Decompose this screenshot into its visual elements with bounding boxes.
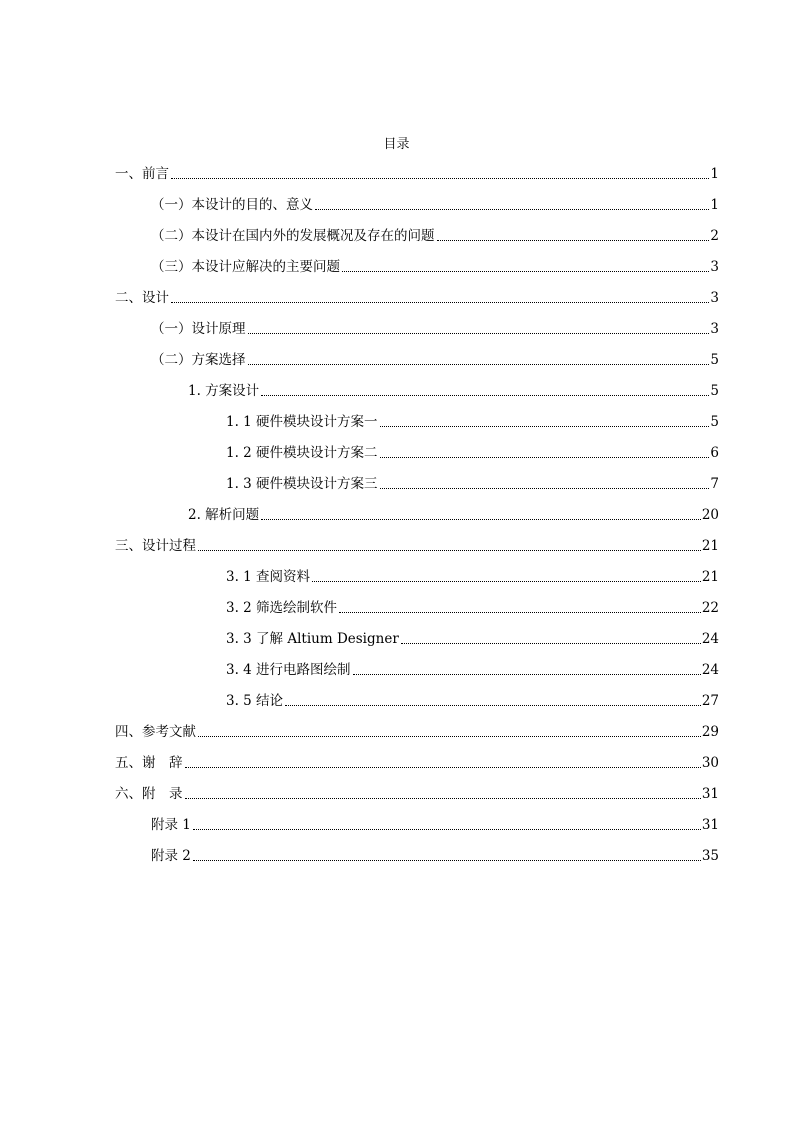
toc-entry-page: 6 [710,445,719,461]
toc-entry-label: 3. 4 进行电路图绘制 [226,662,351,678]
toc-entry[interactable] [115,534,719,556]
dot-leader [171,301,709,303]
toc-entry[interactable] [226,441,719,463]
dot-leader [380,487,710,489]
toc-entry-label: 1. 2 硬件模块设计方案二 [226,445,378,461]
toc-entry-label: 2. 解析问题 [188,507,260,523]
toc-entry[interactable] [151,193,719,215]
toc-entry[interactable] [188,379,719,401]
toc-entry[interactable] [151,255,719,277]
toc-entry-label: 3. 3 了解 Altium Designer [226,631,399,647]
toc-entry-page: 35 [701,848,719,864]
toc-entry-label: 附录 1 [151,817,191,833]
dot-leader [401,642,701,644]
dot-leader [315,208,709,210]
toc-entry-page: 20 [701,507,719,523]
toc-entry-page: 24 [701,631,719,647]
toc-title: 目录 [383,137,410,152]
dot-leader [193,859,701,861]
toc-entry-label: 一、前言 [115,166,169,182]
toc-entry[interactable] [151,317,719,339]
toc-entry[interactable] [115,751,719,773]
toc-entry[interactable] [226,410,719,432]
toc-entry-page: 22 [701,600,719,616]
toc-entry-page: 1 [710,166,719,182]
toc-entry[interactable] [115,720,719,742]
toc-entry-page: 27 [701,693,719,709]
toc-entry[interactable] [226,472,719,494]
toc-entry-page: 21 [701,569,719,585]
dot-leader [342,270,709,272]
toc-entry-page: 31 [701,817,719,833]
toc-entry[interactable] [115,162,719,184]
toc-entry[interactable] [188,503,719,525]
dot-leader [198,735,701,737]
toc-entry-page: 5 [710,414,719,430]
toc-entry[interactable] [226,689,719,711]
dot-leader [248,363,710,365]
dot-leader [261,518,701,520]
toc-entry-page: 2 [710,228,719,244]
toc-entry-label: 1. 方案设计 [188,383,260,399]
toc-entry-page: 3 [710,321,719,337]
dot-leader [339,611,701,613]
toc-entry-label: 1. 3 硬件模块设计方案三 [226,476,378,492]
toc-entry-label: （一）设计原理 [151,321,246,337]
toc-entry-label: 五、谢 辞 [115,755,183,771]
toc-entry-page: 29 [701,724,719,740]
toc-entry[interactable] [226,596,719,618]
toc-entry[interactable] [226,627,719,649]
toc-entry[interactable] [226,565,719,587]
toc-entry-page: 30 [701,755,719,771]
toc-entry[interactable] [151,813,719,835]
toc-entry[interactable] [151,844,719,866]
toc-entry-label: 四、参考文献 [115,724,196,740]
toc-entry-page: 7 [710,476,719,492]
dot-leader [248,332,710,334]
toc-entry-label: 1. 1 硬件模块设计方案一 [226,414,378,430]
toc-entry[interactable] [151,348,719,370]
toc-entry-label: 二、设计 [115,290,169,306]
toc-entry-label: （三）本设计应解决的主要问题 [151,259,340,275]
toc-entry-label: 3. 5 结论 [226,693,284,709]
toc-entry-page: 21 [701,538,719,554]
dot-leader [285,704,701,706]
dot-leader [198,549,701,551]
dot-leader [437,239,710,241]
toc-entry-label: 3. 1 查阅资料 [226,569,311,585]
dot-leader [380,456,710,458]
toc-entry-label: 六、附 录 [115,786,183,802]
toc-entry-label: 三、设计过程 [115,538,196,554]
toc-entry-page: 3 [710,290,719,306]
dot-leader [185,766,701,768]
toc-entry-label: （一）本设计的目的、意义 [151,197,313,213]
toc-entry-page: 24 [701,662,719,678]
dot-leader [171,177,709,179]
dot-leader [185,797,701,799]
toc-entry-label: 3. 2 筛选绘制软件 [226,600,338,616]
toc-entry-label: （二）方案选择 [151,352,246,368]
toc-entry-label: （二）本设计在国内外的发展概况及存在的问题 [151,228,435,244]
dot-leader [312,580,701,582]
dot-leader [380,425,710,427]
toc-entry[interactable] [115,782,719,804]
toc-entry-page: 5 [710,352,719,368]
toc-entry-page: 1 [710,197,719,213]
toc-entry-page: 3 [710,259,719,275]
dot-leader [261,394,709,396]
toc-entry[interactable] [226,658,719,680]
toc-entry-page: 31 [701,786,719,802]
dot-leader [193,828,701,830]
toc-entry-label: 附录 2 [151,848,191,864]
toc-entry[interactable] [115,286,719,308]
dot-leader [353,673,701,675]
toc-entry-page: 5 [710,383,719,399]
toc-entry[interactable] [151,224,719,246]
